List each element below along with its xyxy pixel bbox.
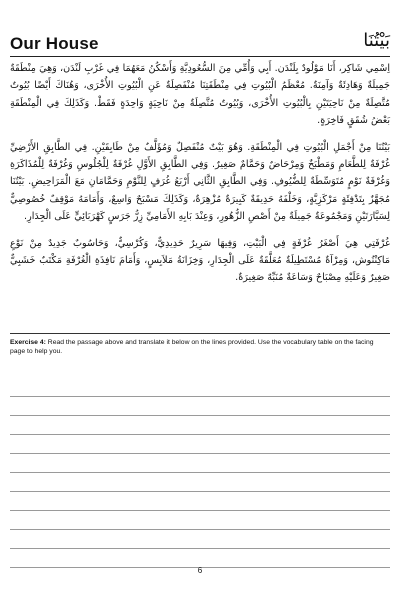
answer-line: [10, 454, 390, 473]
passage-paragraph-1: اِسْمِي شَاكِر، أَنَا مَوْلُودٌ بِلَنْدَن. أَبِي وَأُمِّي مِنَ السُّعُودِيَّةِ وَأَسْكُنُ مَعَهُمَا فِي غَرْبِ لَنْدَن، وَهِيَ مِنْطَقَةٌ جَمِيلَةٌ وَهَادِئَةٌ وَآمِنَةٌ. مُعْظَمُ الْبُيُوتِ فِي مِنْطَقَتِنَا مُنْفَصِلَةٌ عَنِ الْبُيُوتِ الأُخْرَى، وَهُنَاكَ أَيْضًا بُيُوتٌ مُتَّصِلَةٌ مِنْ نَاحِيَتَيْنِ بِالْبُيُوتِ الأُخْرَى، وَبُيُوتٌ مُتَّصِلَةٌ مِنْ نَاحِيَةٍ وَاحِدَةٍ فَقَطْ. وَكَذَلِكَ فِي الْمِنْطَقَةِ بَعْضُ شُقَقٍ فَاخِرَةٍ.: [10, 63, 390, 127]
exercise-instruction-text: Read the passage above and translate it below on the lines provided. Use the vocabulary table on the facing page to help you.: [10, 339, 374, 355]
exercise-instructions: [10, 338, 390, 356]
answer-line: [10, 397, 390, 416]
answer-line: [10, 511, 390, 530]
answer-line: [10, 378, 390, 397]
exercise-label: Exercise 4:: [10, 339, 46, 346]
answer-line: [10, 416, 390, 435]
passage-paragraph-2: بَيْتُنَا مِنْ أَجْمَلِ الْبُيُوتِ فِي الْمِنْطَقَةِ. وَهُوَ بَيْتٌ مُنْفَصِلٌ وَمُؤَلَّفٌ مِنْ طَابِقَيْنِ. فِي الطَّابِقِ الأَرْضِيِّ غُرْفَةٌ لِلطَّعَامِ وَمَطْبَخٌ وَمِرْحَاضٌ وَحَمَّامٌ صَغِيرٌ. وَفِي الطَّابِقِ الأَوَّلِ غُرْفَةٌ لِلْجُلُوسِ وَغُرْفَةٌ لِلْمُذَاكَرَةِ وَغُرْفَةٌ نَوْمٍ مُتَوَسِّطَةٌ لِلضُّيُوفِ. وَفِي الطَّابِقِ الثَّانِي أَرْبَعُ غُرَفٍ لِلنَّوْمِ وَحَمَّامَانِ مَعَ الْمَرَاحِيضِ. بَيْتُنَا مُجَهَّزٌ بِتَدْفِئَةٍ مَرْكَزِيَّةٍ، وَخَلْفَهُ حَدِيقَةٌ كَبِيرَةٌ مُزْهِرَةٌ، وَكَذَلِكَ مَسْبَحٌ وَاسِعٌ، وَأَمَامَهُ مَوْقِفٌ خُصُوصِيٌّ لِسَيَّارَتَيْنِ وَمَجْمُوعَةٌ جَمِيلَةٌ مِنْ أَصْصِ الزُّهُورِ، وَعِنْدَ بَابِهِ الأَمَامِيِّ زِرُّ جَرَسٍ كَهْرَبَائِيٍّ عَلَى الْجِدَارِ.: [10, 141, 390, 223]
answer-lines: [10, 378, 390, 568]
answer-line: [10, 530, 390, 549]
page-title-en: Our House: [10, 34, 99, 53]
header-divider: [10, 56, 390, 57]
page-title-ar: بَيْتُنَا: [363, 30, 390, 51]
page-number: 6: [197, 566, 203, 575]
reading-passage: [10, 60, 390, 296]
answer-line: [10, 435, 390, 454]
answer-line: [10, 473, 390, 492]
passage-paragraph-3: غُرْفَتِي هِيَ أَصْغَرُ غُرْفَةٍ فِي الْبَيْتِ، وَفِيهَا سَرِيرٌ حَدِيدِيٌّ، وَكُرْسِيٌّ، وَحَاسُوبٌ جَدِيدٌ مِنْ نَوْعِ مَاكِنْتُوش، وَمِرْآةٌ مُسْتَطِيلَةٌ مُعَلَّقَةٌ عَلَى الْجِدَارِ، وَخِزَانَةُ مَلاَبِسٍ، وَأَمَامَ نَافِذَةِ الْغُرْفَةِ مَكْتَبٌ خَشَبِيٌّ صَغِيرٌ وَعَلَيْهِ مِصْبَاحٌ وَسَاعَةٌ مُنَبِّهٌ صَغِيرَةٌ.: [10, 237, 390, 284]
exercise-divider: [10, 333, 390, 334]
answer-line: [10, 492, 390, 511]
